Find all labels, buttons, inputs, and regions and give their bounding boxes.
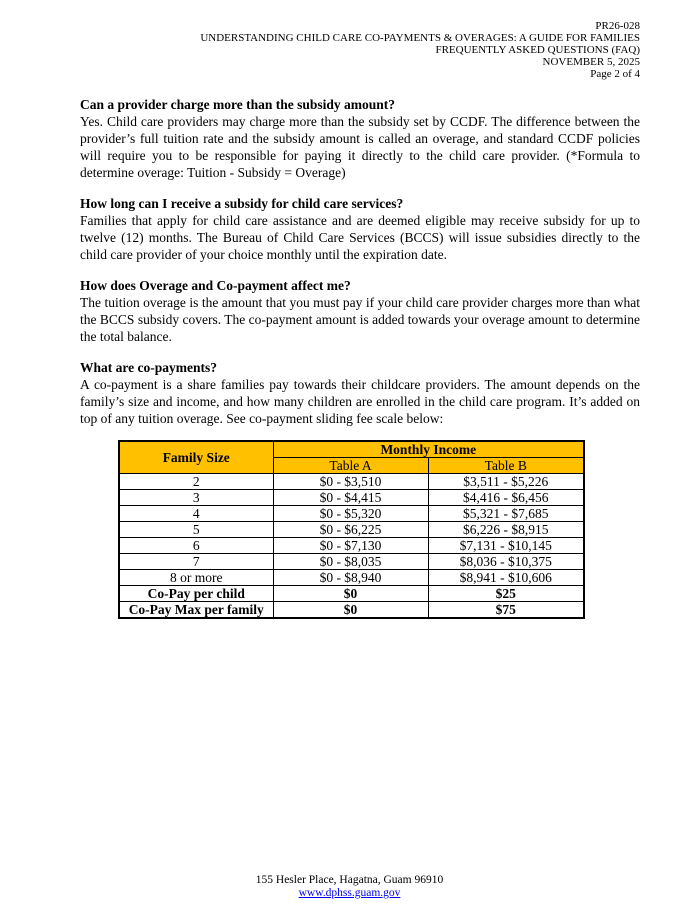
- document-page: [0, 20, 699, 921]
- table-a-cell: $0: [273, 602, 428, 619]
- faq-question: Can a provider charge more than the subsidy amount?: [80, 97, 396, 112]
- faq-question: What are co-payments?: [80, 360, 217, 375]
- header-line-title: UNDERSTANDING CHILD CARE CO-PAYMENTS & OVERAGES: A GUIDE FOR FAMILIES: [200, 32, 640, 44]
- page-header: [80, 20, 640, 80]
- page-footer: [0, 874, 699, 900]
- family-size-cell: 3: [119, 490, 273, 506]
- table-row: [119, 522, 584, 538]
- footer-link[interactable]: www.dphss.guam.gov: [298, 887, 401, 899]
- table-a-cell: $0 - $8,035: [273, 554, 428, 570]
- faq-answer: A co-payment is a share families pay towards their childcare providers. The amount depends on the family’s size and income, and how many children are enrolled in the child care program. It’s added on top of any tuition overage. See co-payment sliding fee scale below:: [80, 377, 640, 426]
- faq-answer: The tuition overage is the amount that you must pay if your child care provider charges more than what the BCCS subsidy covers. The co-payment amount is added towards your overage amount to determine the total balance.: [80, 295, 640, 344]
- header-line-subtitle: FREQUENTLY ASKED QUESTIONS (FAQ): [435, 44, 640, 56]
- faq-section: [80, 195, 640, 263]
- table-b-cell: $75: [428, 602, 584, 619]
- family-size-cell: 2: [119, 474, 273, 490]
- table-a-cell: $0 - $3,510: [273, 474, 428, 490]
- family-size-cell: 7: [119, 554, 273, 570]
- footer-address: 155 Hesler Place, Hagatna, Guam 96910: [255, 874, 444, 886]
- table-row: [119, 506, 584, 522]
- monthly-income-header-cell: Monthly Income: [273, 441, 584, 458]
- faq-answer: Yes. Child care providers may charge more than the subsidy set by CCDF. The difference between the provider’s full tuition rate and the subsidy amount is called an overage, and standard CCDF policies will require you to be responsible for paying it directly to the child care provider. (*Formula to determine overage: Tuition - Subsidy = Overage): [80, 114, 640, 180]
- faq-question: How does Overage and Co-payment affect me?: [80, 278, 351, 293]
- header-line-date: NOVEMBER 5, 2025: [542, 56, 640, 68]
- faq-question: How long can I receive a subsidy for child care services?: [80, 196, 404, 211]
- table-b-cell: $3,511 - $5,226: [428, 474, 584, 490]
- faq-section: [80, 277, 640, 345]
- table-b-cell: $8,036 - $10,375: [428, 554, 584, 570]
- faq-section: [80, 96, 640, 181]
- sliding-fee-table: [118, 440, 585, 619]
- table-row: [119, 474, 584, 490]
- table-a-cell: $0 - $6,225: [273, 522, 428, 538]
- family-size-cell: 5: [119, 522, 273, 538]
- table-b-cell: $5,321 - $7,685: [428, 506, 584, 522]
- header-line-doc-number: PR26-028: [595, 20, 640, 32]
- table-a-cell: $0 - $7,130: [273, 538, 428, 554]
- header-line-page-number: Page 2 of 4: [590, 68, 640, 80]
- table-a-header-cell: Table A: [273, 458, 428, 474]
- faq-answer: Families that apply for child care assistance and are deemed eligible may receive subsidy for up to twelve (12) months. The Bureau of Child Care Services (BCCS) will issue subsidies directly to the child care provider of your choice monthly until the expiration date.: [80, 213, 640, 262]
- document-body: [80, 96, 640, 619]
- table-a-cell: $0 - $4,415: [273, 490, 428, 506]
- table-row: [119, 490, 584, 506]
- row-label-cell: Co-Pay per child: [119, 586, 273, 602]
- table-b-cell: $4,416 - $6,456: [428, 490, 584, 506]
- copay-per-child-row: [119, 586, 584, 602]
- table-a-cell: $0 - $5,320: [273, 506, 428, 522]
- family-size-cell: 4: [119, 506, 273, 522]
- family-size-cell: 6: [119, 538, 273, 554]
- family-size-header-cell: Family Size: [119, 441, 273, 474]
- faq-section: [80, 359, 640, 427]
- table-a-cell: $0: [273, 586, 428, 602]
- table-row: [119, 570, 584, 586]
- table-b-cell: $25: [428, 586, 584, 602]
- table-row: [119, 554, 584, 570]
- table-b-cell: $8,941 - $10,606: [428, 570, 584, 586]
- table-b-cell: $7,131 - $10,145: [428, 538, 584, 554]
- family-size-cell: 8 or more: [119, 570, 273, 586]
- table-a-cell: $0 - $8,940: [273, 570, 428, 586]
- table-row: [119, 538, 584, 554]
- copay-max-per-family-row: [119, 602, 584, 619]
- table-header-row: [119, 441, 584, 458]
- row-label-cell: Co-Pay Max per family: [119, 602, 273, 619]
- table-b-header-cell: Table B: [428, 458, 584, 474]
- table-b-cell: $6,226 - $8,915: [428, 522, 584, 538]
